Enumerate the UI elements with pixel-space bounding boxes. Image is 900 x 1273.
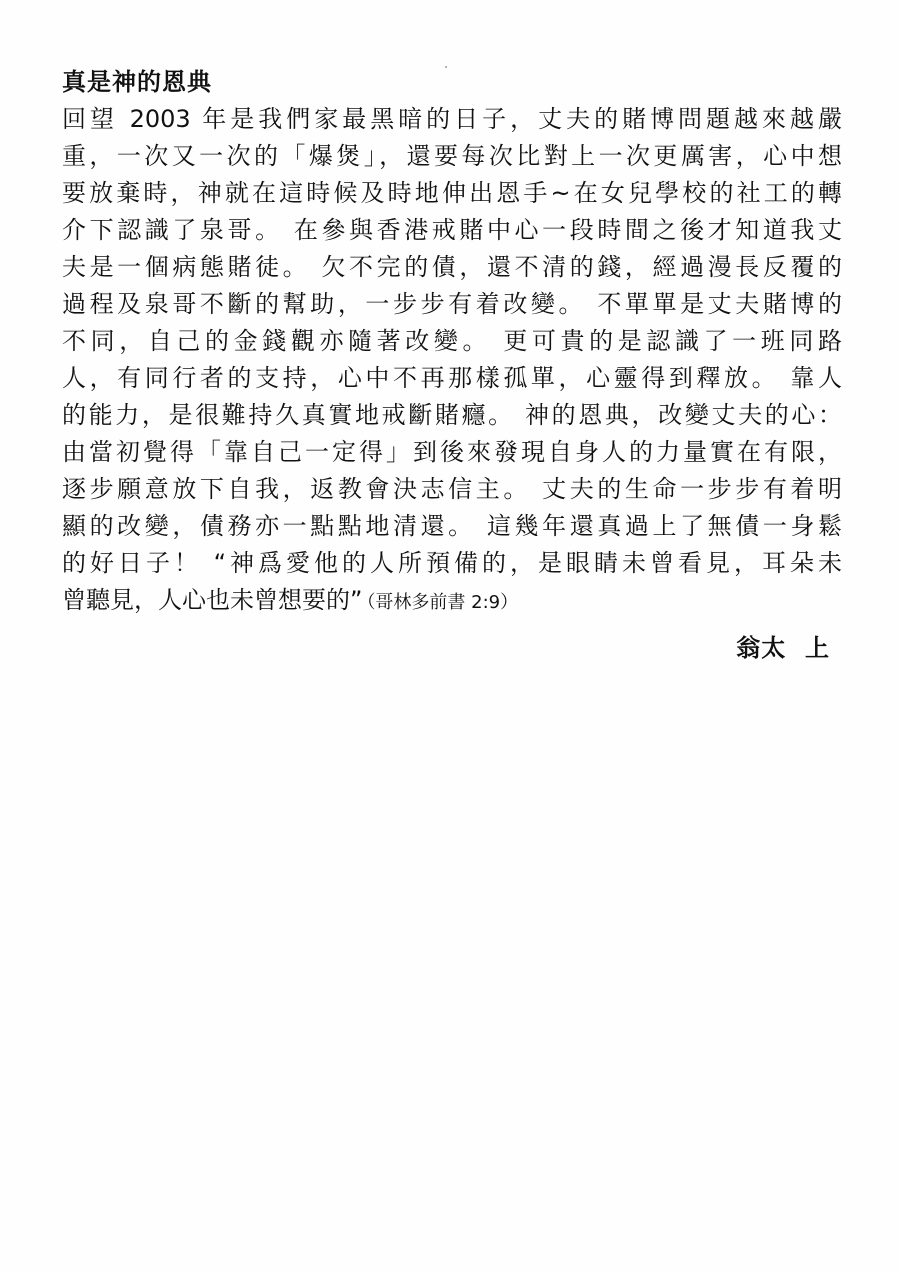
body-line: 的好日子！ “神爲愛他的人所預備的，是眼睛未曾看見，耳朵未 bbox=[62, 549, 842, 577]
body-line-last bbox=[62, 582, 842, 619]
body-line: 重，一次又一次的「爆煲」，還要每次比對上一次更厲害，心中想 bbox=[62, 142, 842, 170]
body-line: 顯的改變，債務亦一點點地清還。 這幾年還真過上了無債一身鬆 bbox=[62, 512, 842, 540]
document-title: 真是神的恩典 bbox=[62, 68, 212, 96]
scan-speck bbox=[445, 66, 447, 68]
body-line: 夫是一個病態賭徒。 欠不完的債，還不清的錢，經過漫長反覆的 bbox=[62, 253, 842, 281]
body-line: 人，有同行者的支持，心中不再那樣孤單，心靈得到釋放。 靠人 bbox=[62, 364, 842, 392]
scripture-reference: （哥林多前書 2:9） bbox=[366, 592, 519, 613]
body-line: 過程及泉哥不斷的幫助，一步步有着改變。 不單單是丈夫賭博的 bbox=[62, 290, 842, 318]
signature: 翁太 上 bbox=[736, 634, 830, 662]
document-body bbox=[62, 101, 842, 619]
body-line-text: 曾聽見，人心也未曾想要的” bbox=[62, 586, 363, 614]
body-line: 由當初覺得「靠自己一定得」到後來發現自身人的力量實在有限， bbox=[62, 438, 842, 466]
body-line: 要放棄時，神就在這時候及時地伸出恩手~在女兒學校的社工的轉 bbox=[62, 179, 842, 207]
body-line: 介下認識了泉哥。 在參與香港戒賭中心一段時間之後才知道我丈 bbox=[62, 216, 842, 244]
body-line: 不同，自己的金錢觀亦隨著改變。 更可貴的是認識了一班同路 bbox=[62, 327, 842, 355]
body-line: 的能力，是很難持久真實地戒斷賭癮。 神的恩典，改變丈夫的心： bbox=[62, 401, 842, 429]
body-line: 回望 2003 年是我們家最黑暗的日子，丈夫的賭博問題越來越嚴 bbox=[62, 105, 842, 133]
body-line: 逐步願意放下自我，返教會決志信主。 丈夫的生命一步步有着明 bbox=[62, 475, 842, 503]
